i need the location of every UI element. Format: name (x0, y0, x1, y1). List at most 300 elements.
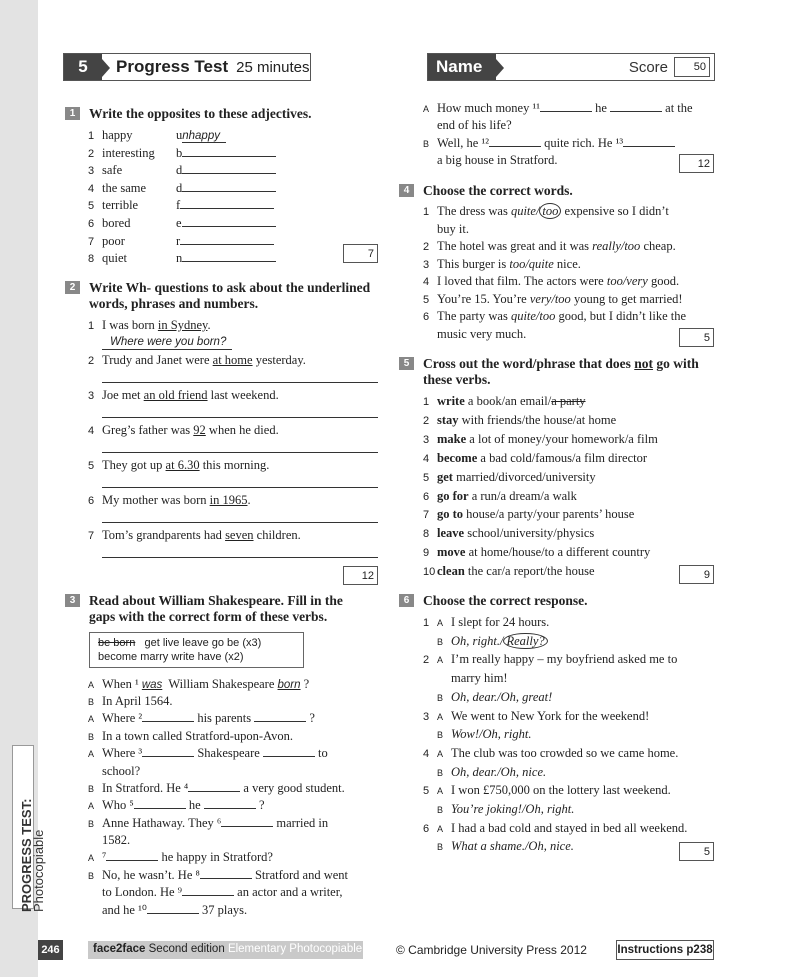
circled-choice[interactable]: Really? (503, 633, 547, 649)
text: Anne Hathaway. They ⁶ (102, 816, 222, 830)
verb-box (89, 632, 304, 668)
text: married in (276, 816, 329, 830)
dialogue-line: end of his life? (437, 118, 512, 132)
verb: move (437, 545, 466, 560)
page-number: 246 (38, 940, 63, 960)
score-label: Score (628, 58, 668, 76)
options[interactable]: with friends/the house/at home (458, 412, 617, 427)
first-letter: d (176, 163, 183, 178)
verbs-line2: become marry write have (x2) (98, 651, 244, 663)
text: Well, he ¹² (437, 136, 489, 150)
answer-line[interactable] (102, 522, 378, 523)
section-title-line2: these verbs. (423, 372, 491, 387)
list-item (423, 239, 676, 255)
answer-line[interactable] (102, 452, 378, 453)
options[interactable]: married/divorced/university (452, 469, 596, 484)
response-choice[interactable]: Wow!/Oh, right. (451, 727, 532, 742)
section-4-heading (403, 183, 573, 199)
options[interactable]: the car/a report/the house (464, 564, 595, 579)
question-item (88, 353, 306, 369)
underlined-phrase: in Sydney (157, 318, 208, 332)
answer-blank[interactable] (200, 868, 252, 879)
answer-blank[interactable] (182, 885, 234, 896)
section-1-score: 7 (343, 244, 378, 263)
speaker: B (437, 842, 444, 853)
answer-blank[interactable] (489, 136, 541, 147)
speaker: A (437, 823, 444, 834)
list-item (423, 413, 616, 429)
text: yesterday. (252, 353, 306, 367)
options[interactable]: a lot of money/your homework/a film (466, 431, 658, 446)
item-number: 4 (88, 182, 95, 195)
list-item (423, 274, 679, 290)
text: Shakespeare (197, 746, 260, 760)
section-number: 6 (399, 594, 414, 607)
speaker-a: A (88, 749, 95, 759)
speaker-a: A (88, 714, 95, 724)
list-item (88, 216, 276, 232)
item-number: 8 (423, 528, 430, 541)
text: nice. (553, 256, 581, 271)
item-number: 5 (88, 460, 95, 472)
answer-blank[interactable] (254, 711, 306, 722)
response-choice[interactable]: Oh, dear./Oh, nice. (451, 764, 547, 779)
section-title-line2: words, phrases and numbers. (89, 296, 259, 311)
adjective: terrible (102, 198, 139, 213)
answer-blank[interactable] (134, 798, 186, 809)
text: . (207, 318, 211, 332)
underlined-phrase: 92 (193, 423, 206, 437)
speaker-a: A (88, 853, 95, 863)
item-number: 1 (423, 617, 430, 629)
list-item (88, 128, 226, 144)
text: Stratford and went (254, 868, 349, 882)
brand: face2face (93, 943, 146, 955)
text: cheap. (640, 239, 676, 253)
speaker: B (437, 767, 444, 778)
first-letter: e (176, 216, 182, 230)
item-number: 4 (423, 276, 430, 288)
test-duration: 25 minutes (236, 58, 310, 76)
list-item (423, 394, 586, 410)
text: young to get married! (570, 291, 683, 306)
item-number: 6 (423, 822, 430, 835)
text: The party was (437, 309, 511, 323)
text: Who ⁵ (102, 798, 134, 812)
circled-choice[interactable]: too (539, 203, 561, 219)
options[interactable]: a book/an email/ (464, 394, 552, 408)
text: The hotel was great and it was (437, 239, 593, 253)
section-3-heading (69, 593, 343, 625)
answer-blank[interactable] (188, 781, 240, 792)
text: . (247, 493, 251, 507)
list-item (88, 163, 276, 179)
item-number: 2 (423, 654, 430, 667)
speaker-b: B (88, 819, 95, 829)
answer-blank[interactable] (180, 234, 274, 245)
answer-blank[interactable] (180, 198, 274, 209)
answer-line[interactable] (102, 417, 378, 418)
adjective: happy (102, 128, 133, 142)
test-number: 5 (64, 54, 102, 80)
test-header (63, 53, 311, 81)
text: I won £750,000 on the lottery last weekend. (451, 783, 671, 798)
copyright: © Cambridge University Press 2012 (396, 943, 587, 957)
speaker: B (437, 730, 444, 741)
text: expensive so I didn’t (561, 204, 669, 218)
text: 37 plays. (201, 903, 248, 917)
section-3-score: 12 (679, 154, 714, 173)
instructions-link[interactable]: Instructions p238 (616, 940, 714, 960)
first-letter: f (176, 198, 181, 213)
question-item (88, 423, 279, 439)
item-number: 4 (423, 747, 430, 760)
dialogue-line (423, 802, 574, 818)
item-number: 3 (423, 710, 430, 723)
text: I was born (102, 318, 158, 332)
name-label: Name (428, 54, 496, 80)
dialogue-line (423, 709, 649, 725)
section-5-heading (403, 356, 699, 388)
list-item (423, 564, 595, 580)
speaker-b: B (423, 139, 430, 149)
dialogue-line (423, 615, 549, 631)
underlined-phrase: at 6.30 (165, 458, 200, 472)
text: In Stratford. He ⁴ (102, 781, 189, 795)
answer-blank[interactable] (147, 903, 199, 914)
section-title: go with (653, 356, 699, 371)
speaker: A (437, 786, 444, 797)
answer-blank[interactable] (610, 101, 662, 112)
text: My mother was born (102, 493, 210, 507)
name-score-box (427, 53, 715, 81)
text: We went to New York for the weekend! (451, 708, 650, 723)
list-item (88, 198, 274, 214)
options[interactable]: at home/house/to a different country (465, 545, 651, 560)
verbs-line1: get live leave go be (x3) (144, 637, 262, 649)
first-letter: b (176, 145, 183, 160)
first-letter: d (176, 180, 183, 195)
verb: clean (437, 564, 465, 579)
dialogue-line (88, 816, 328, 832)
word-choice[interactable]: very/too (529, 291, 571, 306)
dialogue-line (423, 839, 574, 855)
speaker: B (437, 636, 444, 647)
dialogue-line (88, 850, 273, 866)
section-1-heading (69, 106, 312, 122)
example-answer: was (141, 679, 163, 691)
item-number: 2 (88, 147, 95, 160)
question-item (88, 318, 211, 334)
side-label-line2: Photocopiable (31, 829, 46, 912)
response-choice[interactable]: Oh, dear./Oh, great! (451, 689, 553, 704)
word-choice[interactable]: too/very (606, 274, 648, 288)
text: How much money ¹¹ (437, 101, 540, 115)
answer-blank[interactable]: nhappy (182, 130, 226, 143)
dialogue-line (423, 821, 687, 837)
section-6-score: 5 (679, 842, 714, 861)
verb: make (437, 431, 467, 446)
word-choice[interactable]: quite/ (510, 204, 540, 218)
text: Where ³ (102, 746, 143, 760)
word-choice[interactable]: too/quite (509, 256, 554, 271)
dialogue-line (88, 711, 315, 727)
list-item (423, 204, 669, 220)
verb: stay (437, 412, 459, 427)
text: his parents (197, 711, 252, 725)
options[interactable]: house/a party/your parents’ house (463, 507, 635, 522)
list-item (423, 257, 581, 273)
dialogue-line (102, 903, 247, 918)
item-number: 2 (88, 355, 95, 367)
underlined-phrase: in 1965 (209, 493, 248, 507)
text: and he ¹⁰ (102, 903, 147, 917)
section-title-line1: Write Wh- questions to ask about the underlined (89, 280, 371, 295)
section-2-score: 12 (343, 566, 378, 585)
word-choice[interactable]: quite/too (510, 309, 556, 323)
item-number: 2 (423, 414, 430, 427)
text: to (318, 746, 328, 760)
answer-blank[interactable] (142, 711, 194, 722)
test-title: Progress Test (116, 57, 229, 76)
dialogue-line (88, 694, 172, 710)
dialogue-line (423, 783, 671, 799)
text: You’re 15. You’re (437, 291, 530, 306)
text: last weekend. (207, 388, 279, 402)
text: In April 1564. (102, 694, 173, 708)
word-choice[interactable]: really/too (592, 239, 641, 253)
struck-option: a party (551, 394, 586, 408)
answer-blank[interactable] (540, 101, 592, 112)
section-title-line2: gaps with the correct form of these verbs. (89, 609, 328, 624)
section-4-score: 5 (679, 328, 714, 347)
dialogue-line: a big house in Stratford. (437, 153, 558, 167)
dialogue-line (423, 765, 546, 781)
text: ⁷ (102, 850, 107, 864)
text: to London. He ⁹ (102, 885, 183, 899)
example-answer: born (277, 679, 301, 691)
example-answer: Where were you born? (102, 335, 232, 350)
options[interactable]: a run/a dream/a walk (468, 488, 577, 503)
list-item (88, 146, 276, 162)
options[interactable]: school/university/physics (464, 526, 595, 541)
edition: Second edition (148, 943, 225, 955)
speaker-b: B (88, 784, 95, 794)
text: I loved that film. The actors were (437, 274, 607, 288)
text: Greg’s father was (102, 423, 194, 437)
list-item (423, 507, 634, 523)
item-number: 7 (88, 530, 95, 542)
item-number: 2 (423, 241, 430, 253)
answer-line[interactable] (102, 382, 378, 383)
item-number: 3 (88, 390, 95, 402)
underlined-phrase: seven (225, 528, 254, 542)
text: Tom’s grandparents had (102, 528, 226, 542)
speaker-b: B (88, 871, 95, 881)
speaker: B (437, 805, 444, 815)
list-item (423, 451, 647, 467)
text: Trudy and Janet were (102, 353, 213, 367)
verb: go to (437, 507, 464, 522)
text: quite rich. He ¹³ (544, 136, 624, 150)
section-number: 1 (65, 107, 80, 120)
answer-blank[interactable] (182, 163, 276, 174)
answer-blank[interactable] (182, 181, 276, 192)
text: I slept for 24 hours. (451, 615, 550, 629)
text: I had a bad cold and stayed in bed all weekend. (451, 820, 688, 835)
question-item (88, 388, 279, 404)
first-letter: n (176, 251, 183, 266)
underlined-phrase: an old friend (143, 388, 208, 402)
item-number: 7 (88, 235, 95, 248)
list-item (88, 251, 276, 267)
answer-blank[interactable] (182, 146, 276, 157)
item-number: 8 (88, 253, 95, 266)
section-2-heading (69, 280, 371, 312)
response-choice[interactable]: What a shame./Oh, nice. (451, 839, 574, 854)
dialogue-line (423, 652, 677, 668)
question-item (88, 458, 269, 474)
dialogue-line (423, 634, 548, 650)
speaker-a: A (88, 680, 95, 690)
list-item (423, 489, 577, 505)
dialogue-line (423, 136, 675, 152)
struck-verb: be born (98, 637, 136, 649)
answer-blank[interactable] (221, 816, 273, 827)
item-number: 10 (423, 566, 436, 579)
section-title-underlined: not (634, 356, 654, 371)
section-title: Choose the correct response. (423, 593, 588, 608)
item-number: 1 (88, 320, 95, 332)
item-number: 3 (423, 433, 430, 446)
dialogue-line (102, 885, 343, 900)
speaker-b: B (88, 732, 95, 742)
text: good. (647, 274, 680, 288)
dialogue-line (423, 746, 678, 762)
speaker-b: B (88, 697, 95, 707)
section-5-score: 9 (679, 565, 714, 584)
dialogue-line (423, 690, 552, 706)
item-number: 6 (423, 490, 430, 503)
verb: go for (437, 488, 469, 503)
dialogue-line (88, 729, 293, 745)
item-number: 9 (423, 547, 430, 560)
item-number: 3 (423, 258, 430, 271)
adjective: interesting (102, 145, 155, 160)
list-item (88, 181, 276, 197)
text: he happy in Stratford? (161, 850, 273, 864)
list-item (423, 526, 594, 542)
item-number: 6 (88, 218, 95, 230)
answer-line[interactable] (102, 557, 378, 558)
text: I’m really happy – my boyfriend asked me to (451, 652, 678, 667)
dialogue-line (88, 746, 328, 762)
speaker-a: A (88, 801, 95, 811)
text: ? (309, 711, 315, 725)
answer-blank[interactable] (204, 798, 256, 809)
response-choice[interactable]: You’re joking!/Oh, right. (451, 802, 575, 816)
text: Where ² (102, 711, 143, 725)
dialogue-line (88, 868, 348, 884)
item-number: 1 (423, 396, 430, 408)
item-number: 7 (423, 509, 430, 522)
verb: leave (437, 526, 465, 541)
options[interactable]: a bad cold/famous/a film director (477, 450, 647, 465)
item-number: 5 (423, 785, 430, 798)
answer-blank[interactable] (623, 136, 675, 147)
text: In a town called Stratford-upon-Avon. (102, 729, 294, 743)
first-letter: r (176, 233, 181, 248)
list-item (423, 309, 686, 325)
text: The dress was (437, 204, 511, 218)
brand-tail: Elementary Photocopiable (227, 943, 363, 955)
answer-blank[interactable] (182, 216, 276, 227)
dialogue-line: school? (102, 764, 141, 778)
list-item (88, 234, 274, 250)
answer-blank[interactable] (106, 850, 158, 861)
adjective: the same (102, 180, 147, 195)
list-item (423, 432, 658, 448)
speaker: A (437, 618, 444, 628)
question-item (88, 528, 301, 544)
dialogue-line (88, 781, 345, 797)
answer-blank[interactable] (263, 746, 315, 757)
dialogue-line: 1582. (102, 833, 131, 847)
text: The club was too crowded so we came home. (451, 745, 679, 760)
text: he (595, 101, 607, 115)
item-number: 3 (88, 165, 95, 178)
speaker: B (437, 692, 444, 703)
underlined-phrase: at home (212, 353, 253, 367)
text: when he died. (205, 423, 279, 437)
list-item (423, 470, 596, 486)
adjective: safe (102, 163, 123, 178)
verb: write (437, 394, 465, 408)
dialogue-line (423, 101, 693, 117)
section-number: 3 (65, 594, 80, 607)
text: a very good student. (243, 781, 345, 795)
response-choice[interactable]: Oh, right./ (451, 633, 504, 648)
answer-blank[interactable] (142, 746, 194, 757)
item-number: 1 (88, 130, 95, 142)
answer-blank[interactable] (182, 251, 276, 262)
section-title-line1: Read about William Shakespeare. Fill in the (89, 593, 343, 608)
speaker: A (437, 655, 444, 666)
text: marry him! (451, 671, 508, 686)
adjective: quiet (102, 251, 127, 266)
speaker: A (437, 748, 444, 759)
section-title: Choose the correct words. (423, 183, 573, 198)
dialogue-line (423, 671, 508, 686)
item-number: 5 (88, 200, 95, 213)
text: ? (303, 677, 310, 691)
section-number: 4 (399, 184, 414, 197)
side-label (21, 799, 45, 912)
side-label-line1: PROGRESS TEST: (19, 798, 34, 912)
text: he (188, 798, 201, 812)
text: this morning. (199, 458, 270, 472)
text: an actor and a writer, (237, 885, 343, 899)
section-number: 2 (65, 281, 80, 294)
item-continuation: music very much. (437, 326, 527, 341)
item-number: 1 (423, 206, 430, 218)
text: Joe met (102, 388, 144, 402)
item-number: 4 (423, 452, 430, 465)
item-number: 6 (88, 495, 95, 507)
text: good, but I didn’t like the (555, 309, 687, 323)
answer-line[interactable] (102, 487, 378, 488)
item-number: 5 (423, 471, 430, 484)
